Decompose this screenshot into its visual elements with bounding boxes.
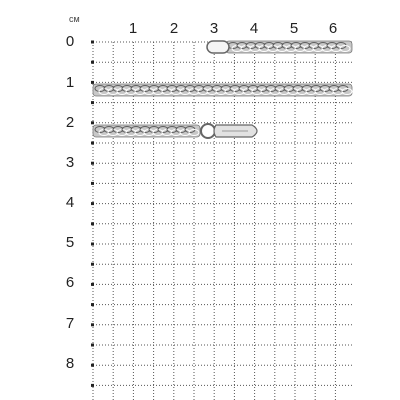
row-label: 7: [65, 315, 75, 332]
unit-label: см: [69, 14, 80, 24]
tick-mark: [91, 61, 94, 64]
col-label: 3: [209, 20, 219, 37]
tick-mark: [91, 41, 94, 44]
tick-mark: [91, 121, 94, 124]
jump-ring: [201, 124, 215, 138]
row-label: 3: [65, 154, 75, 171]
col-label: 6: [328, 20, 338, 37]
col-label: 4: [249, 20, 259, 37]
row-label: 0: [65, 33, 75, 50]
col-label: 1: [128, 20, 138, 37]
tick-mark: [91, 303, 94, 306]
tick-mark: [91, 101, 94, 104]
chain-drawing: [93, 41, 352, 138]
tick-mark: [91, 81, 94, 84]
tick-mark: [91, 142, 94, 145]
row-label: 8: [65, 355, 75, 372]
tick-mark: [91, 202, 94, 205]
tick-mark: [91, 364, 94, 367]
row-label: 4: [65, 194, 75, 211]
tick-mark: [91, 323, 94, 326]
chain-middle: [93, 84, 352, 96]
ring-link: [207, 41, 229, 53]
tick-mark: [91, 283, 94, 286]
tick-mark: [91, 222, 94, 225]
row-label: 2: [65, 114, 75, 131]
row-label: 5: [65, 234, 75, 251]
col-label: 2: [169, 20, 179, 37]
col-label: 5: [289, 20, 299, 37]
tick-mark: [91, 162, 94, 165]
tick-mark: [91, 182, 94, 185]
tick-mark: [91, 243, 94, 246]
chain-end-with-ring: [207, 41, 352, 53]
tick-mark: [91, 384, 94, 387]
tick-mark: [91, 263, 94, 266]
chain-end-with-clasp: [93, 124, 257, 138]
row-label: 1: [65, 74, 75, 91]
row-label: 6: [65, 274, 75, 291]
tick-mark: [91, 344, 94, 347]
